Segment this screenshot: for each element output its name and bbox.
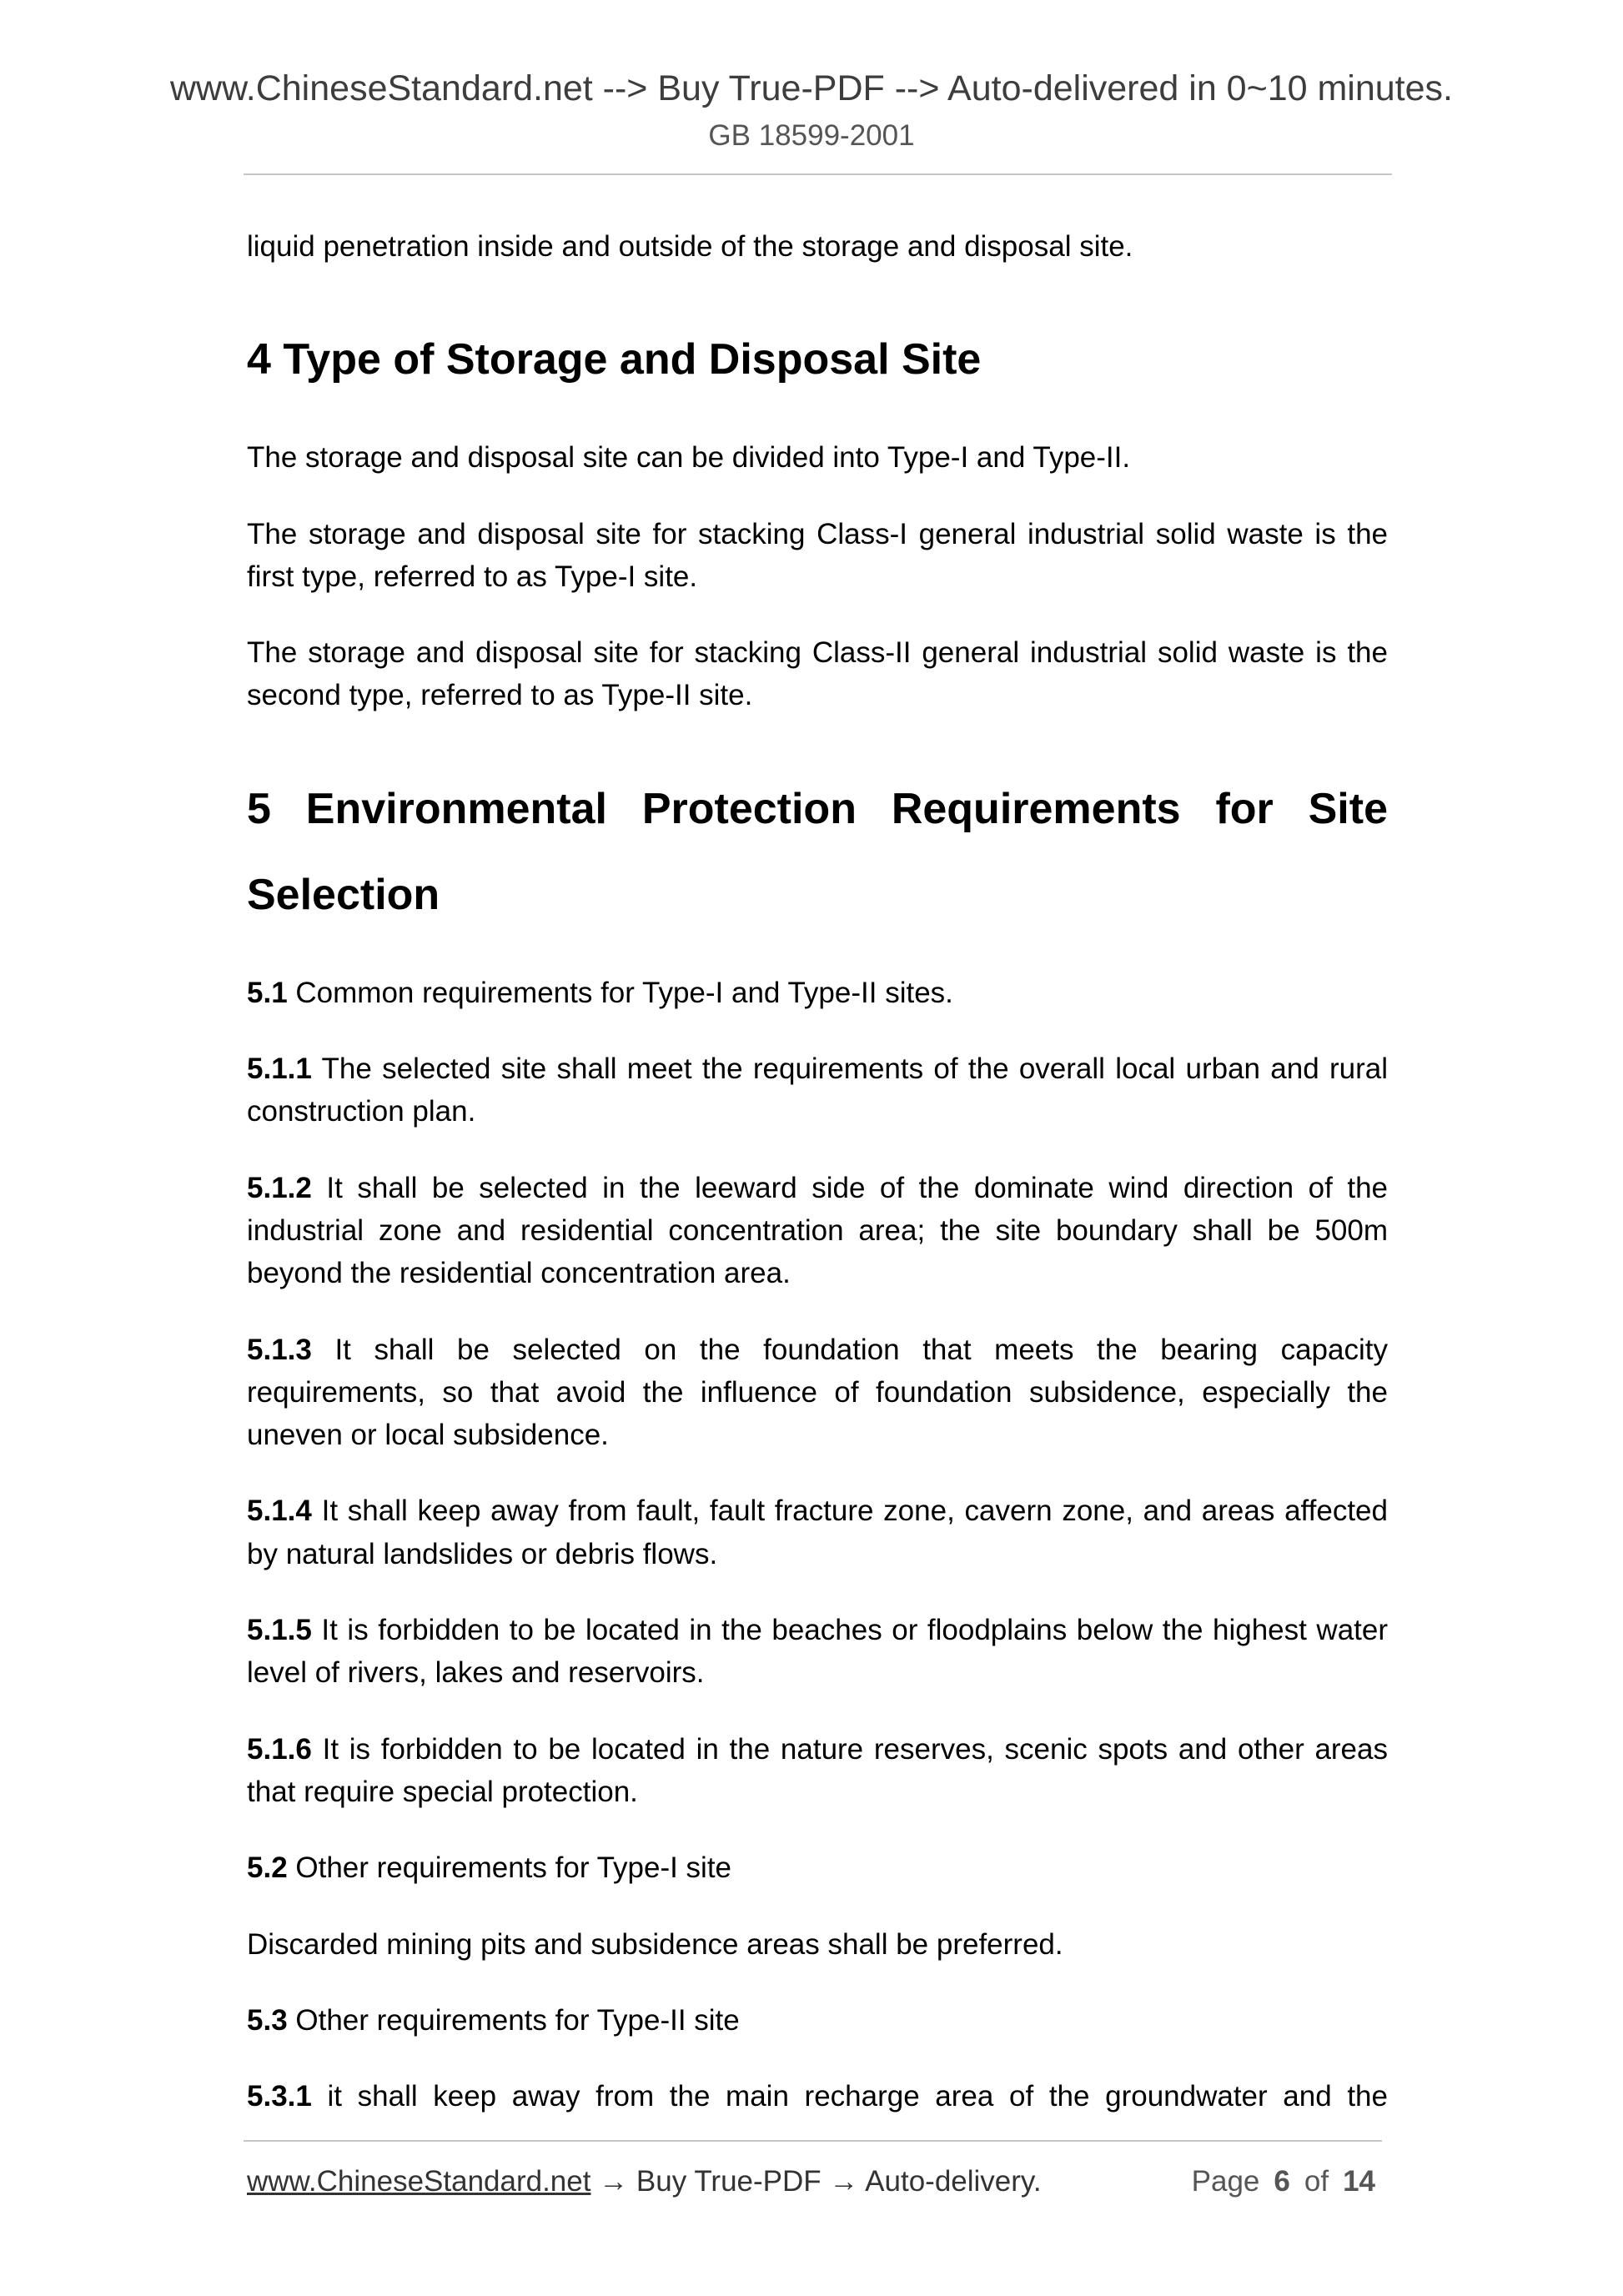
section-4-heading: 4 Type of Storage and Disposal Site (247, 335, 982, 384)
text-line (247, 972, 1388, 1014)
text-line: The storage and disposal site for stacking Class-II general industrial solid waste is the (247, 636, 1388, 670)
footer-divider (244, 2140, 1382, 2142)
clause-text: The selected site shall meet the requirements of the overall local urban and rural (321, 1053, 1389, 1086)
clause-5-1-4 (247, 1490, 1388, 1575)
heading-line: Selection (247, 870, 440, 919)
text-line (247, 1329, 1388, 1371)
clause-5-1-2 (247, 1167, 1388, 1295)
clause-number: 5.3 (247, 2003, 288, 2037)
clause-5-1-6 (247, 1728, 1388, 1814)
clause-text: It shall be selected on the foundation that meets the bearing capacity (334, 1333, 1388, 1366)
clause-5-3 (247, 1999, 1388, 2042)
text-line (247, 1609, 1388, 1651)
clause-5-3-1 (247, 2075, 1388, 2118)
text-line: by natural landslides or debris flows. (247, 1537, 718, 1570)
text-line (247, 2075, 1388, 2118)
clause-number: 5.1 (247, 976, 288, 1009)
clause-number: 5.1.2 (247, 1171, 312, 1204)
clause-5-2 (247, 1846, 1388, 1889)
text-line: that require special protection. (247, 1775, 638, 1808)
text-line: construction plan. (247, 1095, 476, 1128)
clause-5-1 (247, 972, 1388, 1014)
clause-number: 5.3.1 (247, 2080, 312, 2113)
text-line: first type, referred to as Type-I site. (247, 560, 698, 593)
text-line: level of rivers, lakes and reservoirs. (247, 1656, 705, 1690)
text-line: The storage and disposal site can be divided into Type-I and Type-II. (247, 441, 1131, 475)
paragraph (247, 1923, 1388, 1966)
page-header-banner: www.ChineseStandard.net --> Buy True-PDF --> Auto-delivered in 0~10 minutes. (169, 68, 1453, 108)
footer-tagline: → Buy True-PDF → Auto-delivery. (599, 2165, 1042, 2198)
page-indicator (1192, 2161, 1375, 2203)
clause-number: 5.1.3 (247, 1333, 312, 1366)
text-line (247, 1728, 1388, 1771)
clause-text: Other requirements for Type-II site (295, 2003, 740, 2037)
text-line (247, 1167, 1388, 1209)
text-line (247, 1999, 1388, 2042)
paragraph (247, 631, 1388, 717)
page-total: 14 (1343, 2165, 1375, 2198)
text-line: requirements, so that avoid the influence of foundation subsidence, especially the (247, 1375, 1388, 1409)
clause-number: 5.2 (247, 1851, 288, 1885)
clause-text: Other requirements for Type-I site (295, 1851, 732, 1885)
footer-site-link[interactable]: www.ChineseStandard.net (247, 2165, 591, 2198)
footer-promo (247, 2161, 1042, 2203)
clause-text: Common requirements for Type-I and Type-II sites. (295, 976, 953, 1009)
page-number: 6 (1274, 2165, 1290, 2198)
clause-5-1-3 (247, 1329, 1388, 1457)
heading-line: 5 Environmental Protection Requirements for Site (247, 784, 1388, 833)
page-of-label: of (1304, 2165, 1329, 2198)
text-line (247, 1048, 1388, 1090)
clause-5-1-5 (247, 1609, 1388, 1695)
text-line: Discarded mining pits and subsidence areas shall be preferred. (247, 1927, 1063, 1961)
page-footer (247, 2161, 1375, 2203)
clause-text: It shall be selected in the leeward side of the dominate wind direction of the (326, 1171, 1388, 1204)
clause-text: It shall keep away from fault, fault fracture zone, cavern zone, and areas affected (321, 1495, 1388, 1528)
text-line: beyond the residential concentration area. (247, 1257, 791, 1290)
page-label: Page (1191, 2165, 1260, 2198)
text-line: The storage and disposal site for stacking Class-I general industrial solid waste is the (247, 517, 1388, 550)
paragraph-continuation (247, 225, 1388, 268)
paragraph (247, 513, 1388, 599)
section-5-heading (247, 766, 1388, 938)
text-line (247, 1846, 1388, 1889)
clause-number: 5.1.1 (247, 1053, 312, 1086)
document-body (247, 225, 1388, 2151)
text-line: second type, referred to as Type-II site. (247, 679, 753, 712)
standard-code: GB 18599-2001 (708, 119, 915, 152)
paragraph (247, 436, 1388, 479)
clause-text: It is forbidden to be located in the beaches or floodplains below the highest water (321, 1614, 1388, 1647)
clause-number: 5.1.5 (247, 1614, 312, 1647)
clause-number: 5.1.4 (247, 1495, 312, 1528)
text-line (247, 1490, 1388, 1532)
text-line: industrial zone and residential concentration area; the site boundary shall be 500m (247, 1213, 1388, 1247)
clause-number: 5.1.6 (247, 1732, 312, 1766)
clause-text: it shall keep away from the main recharge area of the groundwater and the (327, 2080, 1388, 2113)
text-line: liquid penetration inside and outside of the storage and disposal site. (247, 230, 1133, 263)
header-divider (244, 173, 1392, 175)
text-line: uneven or local subsidence. (247, 1419, 609, 1452)
clause-text: It is forbidden to be located in the nature reserves, scenic spots and other areas (322, 1732, 1388, 1766)
clause-5-1-1 (247, 1048, 1388, 1133)
